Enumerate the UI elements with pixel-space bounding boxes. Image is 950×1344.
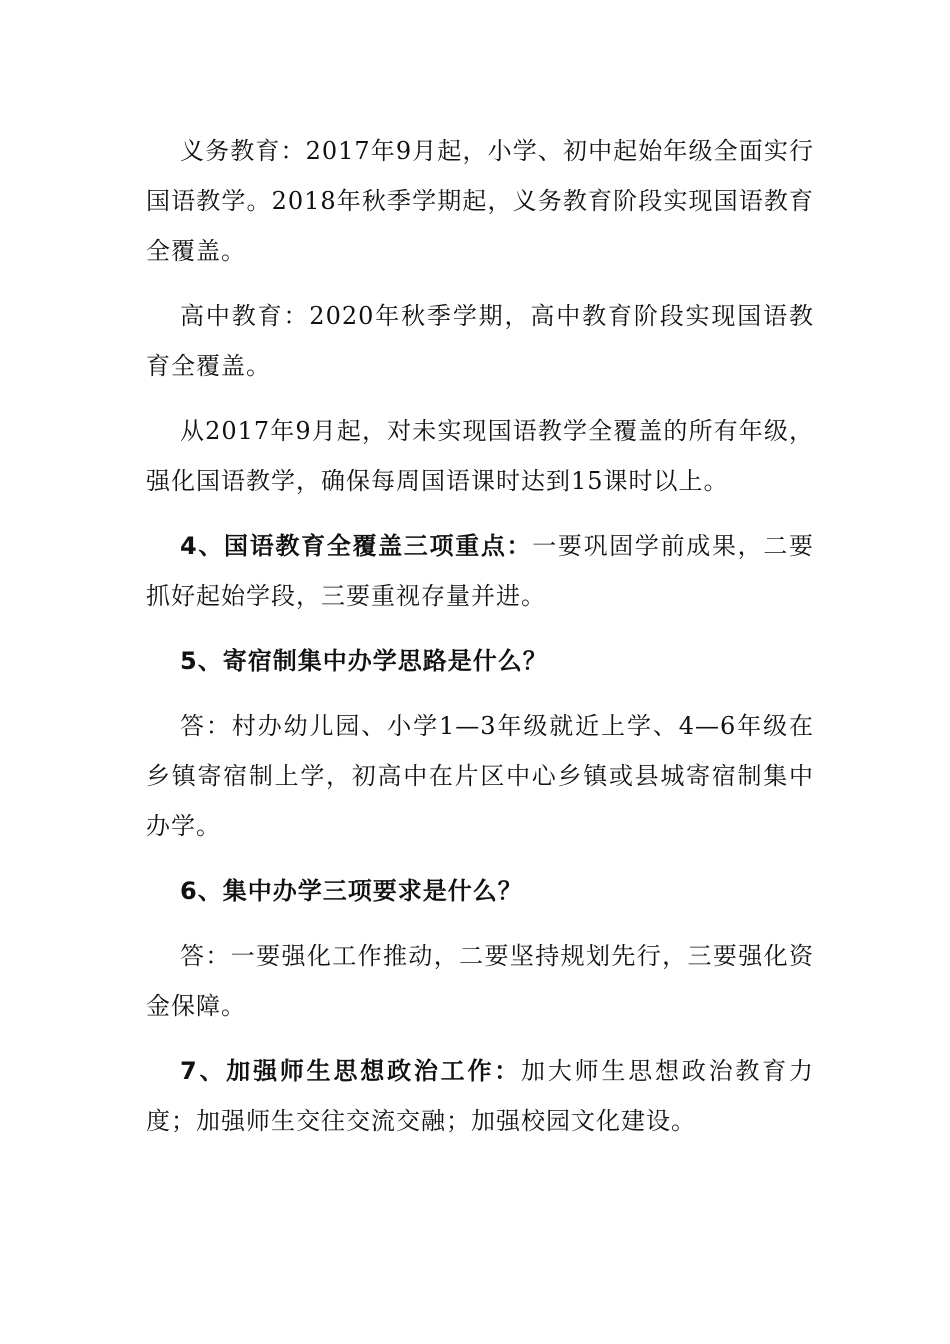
paragraph-text: 加大师生思想政治教育力度；加强师生交往交流交融；加强校园文化建设。 <box>146 1057 815 1135</box>
paragraph-item-6-answer <box>146 931 814 1031</box>
paragraph-text: 义务教育：2017年9月起，小学、初中起始年级全面实行国语教学。2018年秋季学期起，义务教育阶段实现国语教育全覆盖。 <box>146 137 814 265</box>
paragraph-text: 答：一要强化工作推动，二要坚持规划先行，三要强化资金保障。 <box>146 942 814 1020</box>
paragraph-text: 答：村办幼儿园、小学1—3年级就近上学、4—6年级在乡镇寄宿制上学，初高中在片区中心乡镇或县城寄宿制集中办学。 <box>146 712 814 840</box>
paragraph-class-hours <box>146 406 814 506</box>
document-body <box>146 126 814 1161</box>
paragraph-text: 一要巩固学前成果，二要抓好起始学段，三要重视存量并进。 <box>146 532 815 610</box>
section-heading: 6、集中办学三项要求是什么？ <box>180 877 523 905</box>
paragraph-item-5-answer <box>146 701 814 851</box>
paragraph-compulsory-education <box>146 126 814 276</box>
paragraph-item-7 <box>146 1046 814 1146</box>
paragraph-item-5-question <box>146 636 814 686</box>
paragraph-high-school-education <box>146 291 814 391</box>
section-heading: 7、加强师生思想政治工作： <box>180 1057 522 1085</box>
section-heading: 5、寄宿制集中办学思路是什么？ <box>180 647 548 675</box>
section-heading: 4、国语教育全覆盖三项重点： <box>180 532 533 560</box>
paragraph-item-4 <box>146 521 814 621</box>
paragraph-text: 从2017年9月起，对未实现国语教学全覆盖的所有年级，强化国语教学，确保每周国语课时达到15课时以上。 <box>146 417 814 495</box>
paragraph-item-6-question <box>146 866 814 916</box>
paragraph-text: 高中教育：2020年秋季学期，高中教育阶段实现国语教育全覆盖。 <box>146 302 814 380</box>
